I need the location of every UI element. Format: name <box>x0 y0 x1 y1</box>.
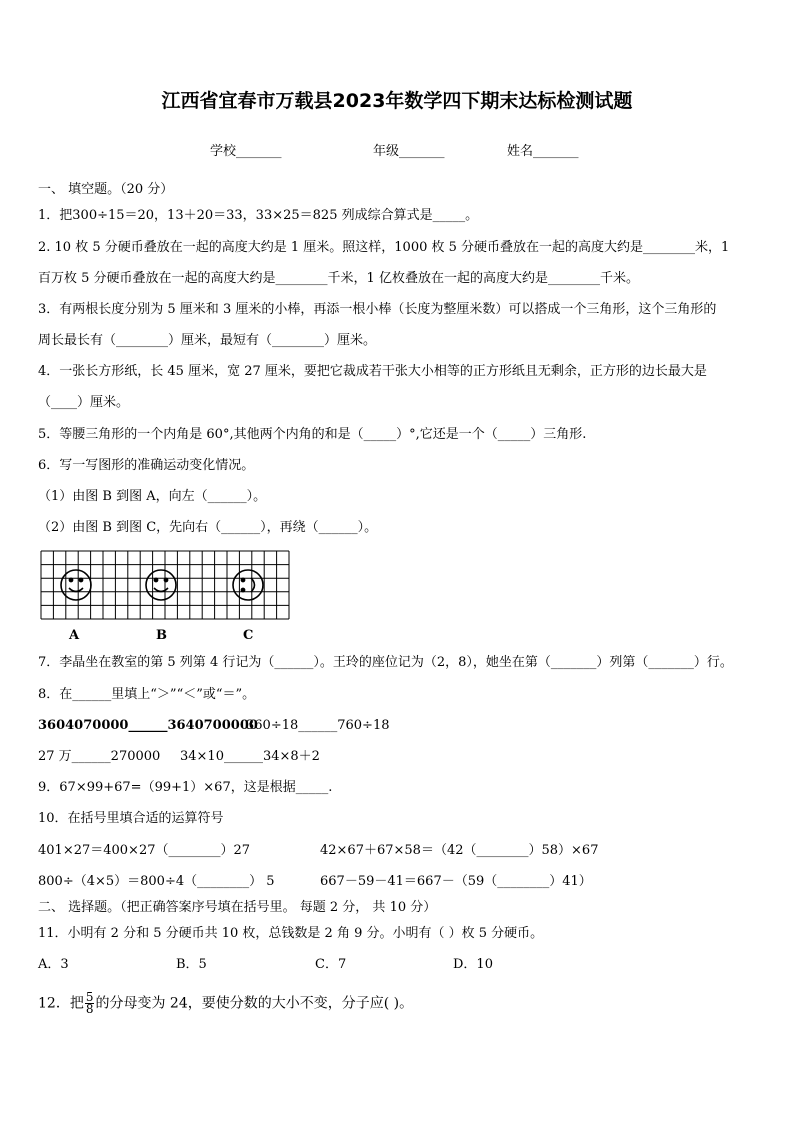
question-10-expr-3: 800÷（4×5）＝800÷4（________） 5 <box>38 874 275 889</box>
figure-label-b: B <box>156 628 167 643</box>
question-6: 6．写一写图形的准确运动变化情况。 <box>38 458 255 473</box>
question-8-compare-3: 27 万______270000 <box>38 749 161 764</box>
smiley-face-b <box>146 570 176 600</box>
fraction <box>85 992 95 1015</box>
question-10-expr-4: 667－59－41＝667－（59（________）41） <box>320 874 592 889</box>
question-8: 8．在______里填上“＞”“＜”或“＝”。 <box>38 687 256 702</box>
question-11-option-a: A．3 <box>38 957 69 972</box>
question-8-compare-2: 360÷18______760÷18 <box>246 718 390 733</box>
section-1-heading: 一、 填空题。（20 分） <box>38 182 174 197</box>
fraction-denominator: 8 <box>85 1002 94 1016</box>
question-10-expr-1: 401×27＝400×27（________）27 <box>38 843 251 858</box>
question-4-line-1: 4．一张长方形纸，长 45 厘米，宽 27 厘米，要把它裁成若干张大小相等的正方形纸且无剩余，正方形的边长最大是 <box>38 364 707 379</box>
page-title: 江西省宜春市万载县2023年数学四下期末达标检测试题 <box>161 90 633 112</box>
question-11-option-d: D．10 <box>453 957 493 972</box>
question-7: 7．李晶坐在教室的第 5 列第 4 行记为（______）。王玲的座位记为（2，8），她坐在第（_______）列第（_______）行。 <box>38 655 733 670</box>
question-3-line-2: 周长最长有（________）厘米，最短有（________）厘米。 <box>38 333 377 348</box>
figure-label-c: C <box>243 628 254 643</box>
grid-figure-svg <box>40 550 290 620</box>
question-6-part-2: （2）由图 B 到图 C，先向右（______），再绕（______）。 <box>38 520 378 535</box>
question-10: 10．在括号里填合适的运算符号 <box>38 811 224 826</box>
question-12-prefix: 12．把 <box>38 995 84 1012</box>
movement-figure <box>40 550 290 624</box>
question-4-line-2: （____）厘米。 <box>38 395 130 410</box>
smiley-face-c-rotated <box>233 570 263 600</box>
question-12-suffix: 的分母变为 24，要使分数的大小不变，分子应( )。 <box>95 995 414 1012</box>
figure-label-a: A <box>69 628 80 643</box>
question-10-expr-2: 42×67＋67×58＝（42（________）58）×67 <box>320 843 599 858</box>
question-8-compare-1: 3604070000______3640700000 <box>38 718 258 733</box>
question-5: 5．等腰三角形的一个内角是 60°,其他两个内角的和是（_____）°,它还是一个（_____）三角形. <box>38 427 587 442</box>
question-12 <box>38 992 413 1015</box>
question-11-option-c: C．7 <box>315 957 347 972</box>
question-11-option-b: B．5 <box>176 957 207 972</box>
fraction-numerator: 5 <box>85 990 94 1004</box>
name-field: 姓名_______ <box>507 144 579 159</box>
grade-field: 年级_______ <box>373 144 445 159</box>
school-field: 学校_______ <box>210 144 282 159</box>
section-2-heading: 二、 选择题。（把正确答案序号填在括号里。 每题 2 分， 共 10 分） <box>38 900 437 915</box>
question-9: 9．67×99+67=（99+1）×67，这是根据_____. <box>38 780 333 795</box>
question-2-line-1: 2. 10 枚 5 分硬币叠放在一起的高度大约是 1 厘米。照这样，1000 枚 5 分硬币叠放在一起的高度大约是________米，1 <box>38 240 730 255</box>
question-3-line-1: 3．有两根长度分别为 5 厘米和 3 厘米的小棒，再添一根小棒（长度为整厘米数）可以搭成一个三角形，这个三角形的 <box>38 302 717 317</box>
question-6-part-1: （1）由图 B 到图 A，向左（______）。 <box>38 489 267 504</box>
question-1: 1．把300÷15＝20，13＋20＝33，33×25＝825 列成综合算式是_____。 <box>38 208 479 223</box>
question-8-compare-4: 34×10______34×8＋2 <box>180 749 320 764</box>
question-2-line-2: 百万枚 5 分硬币叠放在一起的高度大约是________千米，1 亿枚叠放在一起的高度大约是________千米。 <box>38 271 639 286</box>
question-11: 11．小明有 2 分和 5 分硬币共 10 枚，总钱数是 2 角 9 分。小明有（ ）枚 5 分硬币。 <box>38 926 544 941</box>
